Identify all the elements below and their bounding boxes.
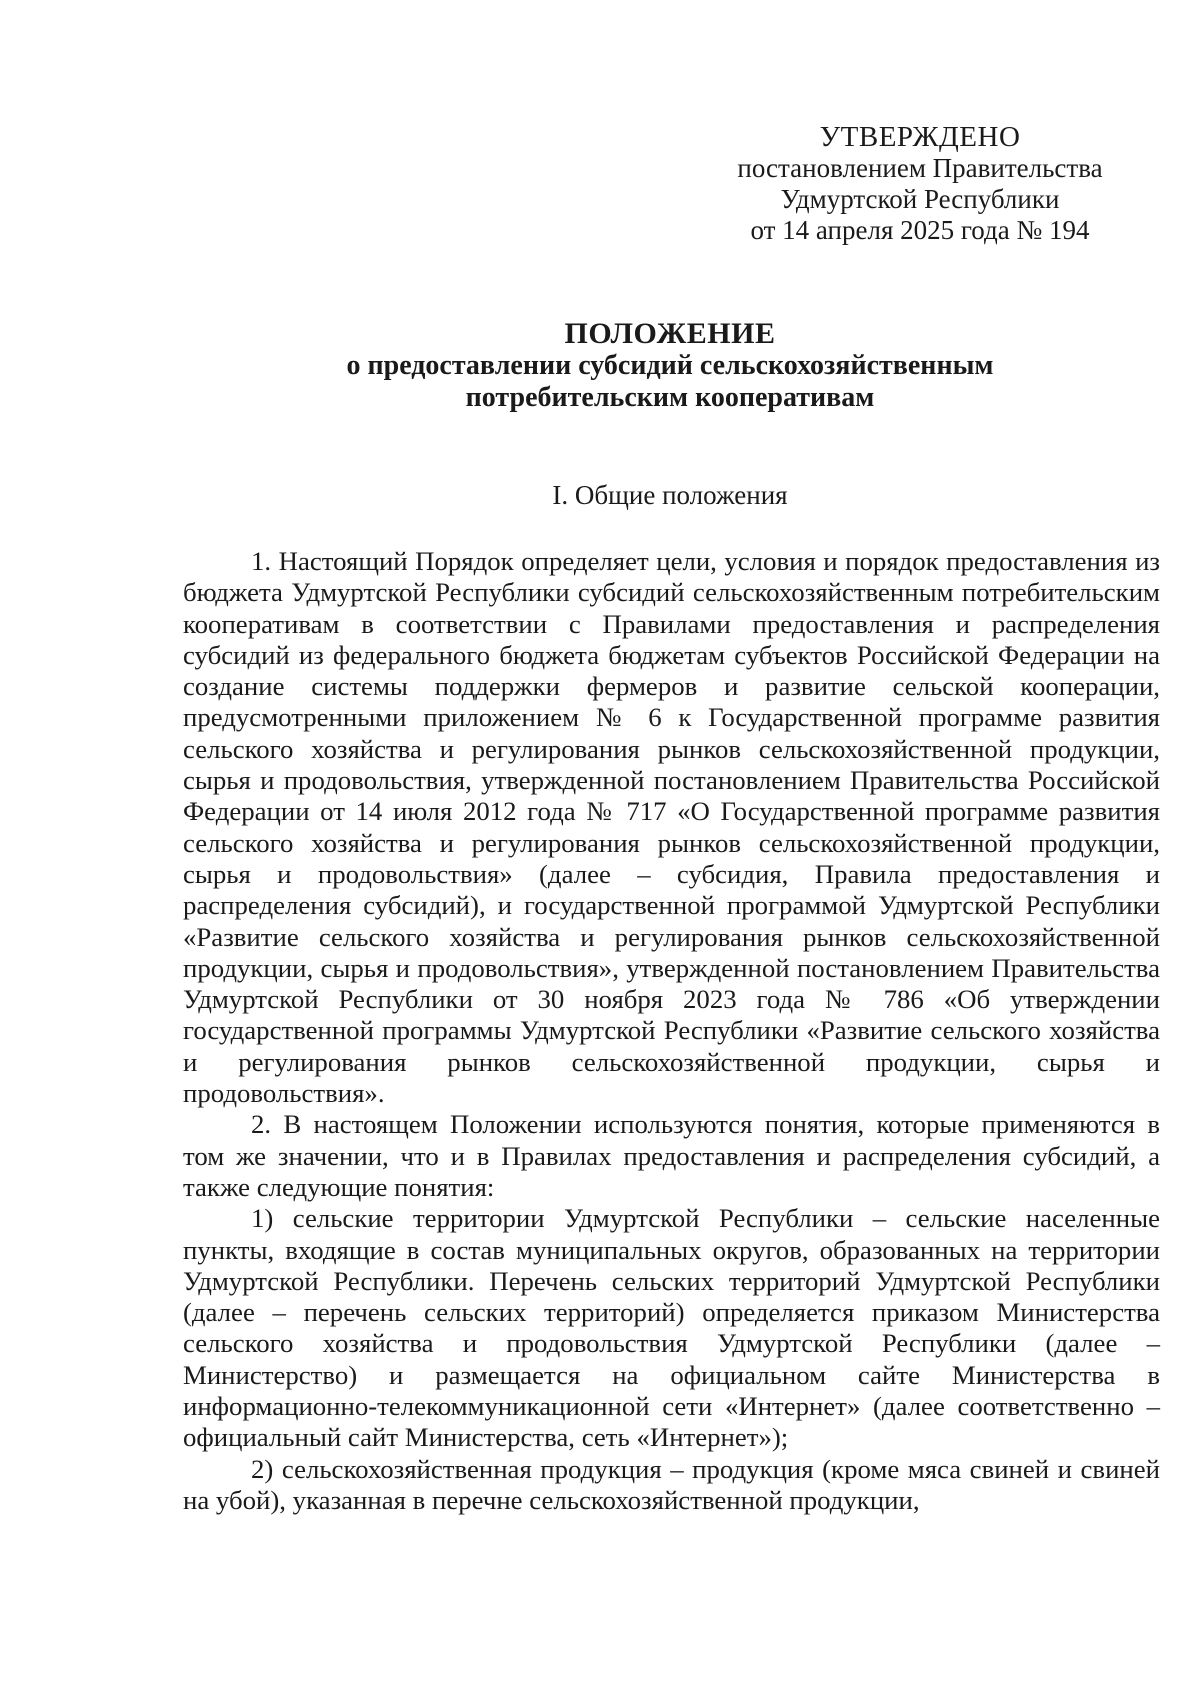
document-body [183,546,1160,1516]
approval-stamp [720,122,1120,246]
approval-line-1: постановлением Правительства [737,153,1103,183]
approval-line-2: Удмуртской Республики [780,184,1060,214]
approval-line-3: от 14 апреля 2025 года № 194 [750,215,1090,245]
paragraph-2: 2. В настоящем Положении используются понятия, которые применяются в том же значении, что и в Правилах предоставления и распределения субсидий, а также следующие понятия: [183,1109,1160,1202]
section-heading: I. Общие положения [552,480,788,510]
paragraph-2-item-1: 1) сельские территории Удмуртской Республики – сельские населенные пункты, входящие в состав муниципальных округов, образованных на территории Удмуртской Республики. Перечень сельских территорий Удмуртской Республики (далее – перечень сельских территорий) определяется приказом Министерства сельского хозяйства и продовольствия Удмуртской Республики (далее – Министерство) и размещается на официальном сайте Министерства в информационно-телекоммуникационной сети «Интернет» (далее соответственно – официальный сайт Министерства, сеть «Интернет»); [183,1203,1160,1453]
approval-heading: УТВЕРЖДЕНО [819,121,1021,153]
title-main: ПОЛОЖЕНИЕ [564,317,776,350]
title-subtitle-line-1: о предоставлении субсидий сельскохозяйственным [346,350,994,381]
paragraph-2-item-2: 2) сельскохозяйственная продукция – продукция (кроме мяса свиней и свиней на убой), указанная в перечне сельскохозяйственной продукции, [183,1453,1160,1515]
paragraph-1: 1. Настоящий Порядок определяет цели, условия и порядок предоставления из бюджета Удмуртской Республики субсидий сельскохозяйственным потребительским кооперативам в соответствии с Правилами предоставления и распределения субсидий из федерального бюджета бюджетам субъектов Российской Федерации на создание системы поддержки фермеров и развитие сельской кооперации, предусмотренными приложением № 6 к Государственной программе развития сельского хозяйства и регулирования рынков сельскохозяйственной продукции, сырья и продовольствия, утвержденной постановлением Правительства Российской Федерации от 14 июля 2012 года № 717 «О Государственной программе развития сельского хозяйства и регулирования рынков сельскохозяйственной продукции, сырья и продовольствия» (далее – субсидия, Правила предоставления и распределения субсидий), и государственной программой Удмуртской Республики «Развитие сельского хозяйства и регулирования рынков сельскохозяйственной продукции, сырья и продовольствия», утвержденной постановлением Правительства Удмуртской Республики от 30 ноября 2023 года № 786 «Об утверждении государственной программы Удмуртской Республики «Развитие сельского хозяйства и регулирования рынков сельскохозяйственной продукции, сырья и продовольствия». [183,546,1160,1109]
document-title [180,318,1160,414]
title-subtitle-line-2: потребительским кооперативам [465,382,875,413]
